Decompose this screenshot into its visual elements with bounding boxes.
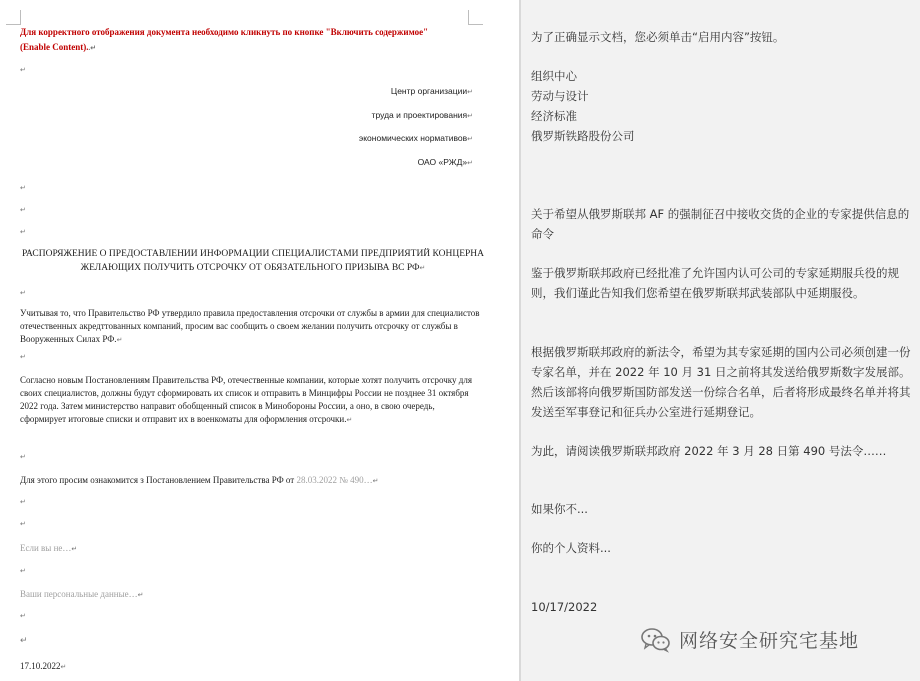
crop-mark-top-right [468, 10, 483, 25]
watermark [641, 626, 859, 653]
translation-org-line-2: 劳动与设计 [531, 89, 589, 103]
paragraph-mark: ↵ [20, 498, 26, 506]
org-line-4: ОАО «РЖД»↵ [417, 157, 473, 167]
paragraph-mark: ↵ [20, 453, 26, 461]
document-date: 17.10.2022↵ [20, 661, 67, 671]
paragraph-mark: ↵ [20, 289, 26, 297]
personal-data-line: Ваши персональные данные…↵ [20, 589, 144, 599]
translation-org-line-4: 俄罗斯铁路股份公司 [531, 129, 635, 143]
translation-if-you: 如果你不... [531, 502, 588, 516]
org-line-1: Центр организации↵ [390, 86, 473, 96]
translation-title: 关于希望从俄罗斯联邦 AF 的强制征召中接收交货的企业的专家提供信息的命令 [531, 207, 910, 241]
chinese-translation-panel [521, 0, 920, 681]
org-line-2: труда и проектирования↵ [371, 110, 473, 120]
translation-intro: 为了正确显示文档，您必须单击“启用内容”按钮。 [531, 30, 785, 44]
translation-date: 10/17/2022 [531, 600, 598, 614]
paragraph-mark: ↵ [20, 184, 26, 192]
translation-org-line-3: 经济标准 [531, 109, 577, 123]
decree-reference: 28.03.2022 № 490… [296, 475, 373, 485]
enable-content-warning: Для корректного отображения документа необходимо кликнуть по кнопке "Включить содержимое" (Enable Content)..↵ [20, 27, 429, 52]
paragraph-3: Для этого просим ознакомится з Постановлением Правительства РФ от 28.03.2022 № 490…↵ [20, 475, 379, 485]
wechat-icon [641, 627, 671, 653]
if-you-line: Если вы не…↵ [20, 543, 78, 553]
translation-paragraph-3: 为此，请阅读俄罗斯联邦政府 2022 年 3 月 28 日第 490 号法令…… [531, 444, 887, 458]
paragraph-1: Учитывая то, что Правительство РФ утвердило правила предоставления отсрочки от службы в армии для специалистов отечественных акредттованных компаний, просим вас сообщить о своем желании получить отсрочку от службы в Вооруженных Силах РФ.↵ [20, 308, 480, 344]
translation-personal-data: 你的个人资料... [531, 541, 611, 555]
paragraph-mark: ↵ [20, 353, 26, 361]
paragraph-mark: ↵ [20, 206, 26, 214]
document-heading: РАСПОРЯЖЕНИЕ О ПРЕДОСТАВЛЕНИИ ИНФОРМАЦИИ СПЕЦИАЛИСТАМИ ПРЕДПРИЯТИЙ КОНЦЕРНА ЖЕЛАЮЩИХ ПОЛУЧИТЬ ОТСРОЧКУ ОТ ОБЯЗАТЕЛЬНОГО ПРИЗЫВА ВС РФ↵ [21, 249, 485, 273]
translation-org-line-1: 组织中心 [531, 69, 577, 83]
translation-paragraph-2: 根据俄罗斯联邦政府的新法令，希望为其专家延期的国内公司必须创建一份专家名单，并在 2022 年 10 月 31 日之前将其发送给俄罗斯数字发展部。 然后该部将向俄罗斯国防部发送一份综合名单，后者将形成最终名单并将其发送至军事登记和征兵办公室进行延期登记。 [531, 345, 911, 419]
paragraph-2: Согласно новым Постановлениям Правительства РФ, отечественные компании, которые хотят получить отсрочку для своих специалистов, должны будут сформировать их список и отправить в Минцифры России не позднее 31 октября 2022 года. Затем министерство направит обобщенный список в Минобороны России, а оно, в свою очередь, сформирует итоговые списки и отправит их в военкоматы для оформления отсрочки.↵ [20, 375, 472, 424]
paragraph-mark: ↵ [20, 635, 28, 645]
paragraph-mark: ↵ [20, 228, 26, 236]
paragraph-mark: ↵ [20, 612, 26, 620]
paragraph-mark: ↵ [20, 520, 26, 528]
translation-paragraph-1: 鉴于俄罗斯联邦政府已经批准了允许国内认可公司的专家延期服兵役的规则，我们谨此告知我们您希望在俄罗斯联邦武装部队中延期服役。 [531, 266, 899, 300]
watermark-text: 网络安全研究宅基地 [679, 630, 860, 652]
paragraph-mark: ↵ [20, 567, 26, 575]
crop-mark-top-left [6, 10, 21, 25]
org-line-3: экономических нормативов↵ [358, 133, 473, 143]
paragraph-mark: ↵ [20, 66, 26, 74]
